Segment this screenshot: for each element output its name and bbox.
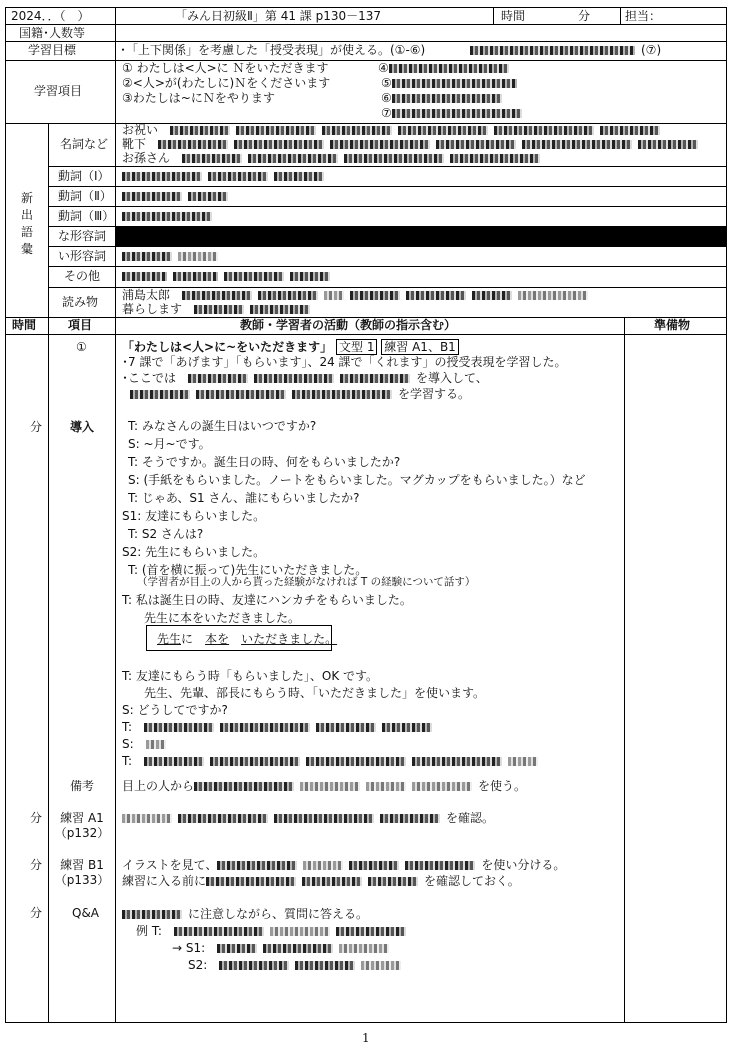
- exercise-b1-line-2: 練習に入る前に を確認しておく。: [122, 874, 520, 888]
- remarks-label: 備考: [70, 779, 95, 793]
- vocab-other: [122, 269, 336, 284]
- nationality-label: 国籍･人数等: [19, 26, 86, 40]
- exercise-a1-text: を確認。: [122, 811, 494, 826]
- item-1: ① わたしは<人>に Ｎをいただきます: [122, 61, 329, 75]
- qa-label: Q&A: [72, 906, 100, 920]
- time-label: 時間: [501, 9, 526, 23]
- col-item-header: 項目: [68, 318, 93, 332]
- vocab-label-na-adj: な形容詞: [58, 229, 107, 243]
- exercise-b1-line-1: イラストを見て、 を使い分ける。: [122, 858, 566, 872]
- vocab-label-other: その他: [64, 269, 101, 283]
- item-7: ⑦: [381, 106, 528, 121]
- items-label: 学習項目: [34, 84, 83, 98]
- vocab-verb1: [122, 169, 330, 184]
- example-sentence-box: 先生に 本を いただきました。: [146, 625, 332, 651]
- minutes-intro: 分: [30, 420, 43, 434]
- intro-label: 導入: [70, 420, 95, 434]
- date-field: 2024．．（ ）: [11, 9, 90, 23]
- pattern-box-1: 文型 1: [336, 339, 377, 355]
- dialog-1: T: みなさんの誕生日はいつですか? S: ~月~です。 T: そうですか。誕生日の時、何をもらいましたか? S: (手紙をもらいました。ノートをもらいました。マグカップをもらいました。）など T: じゃあ、S1 さん、誰にもらいましたか? S1: 友達にもらいました。 T: S2 さんは? S2: 先生にもらいました。 T: (首を横に振って)先生にいただきました。: [122, 419, 586, 577]
- step-number: ①: [76, 340, 87, 354]
- goal-text-2: (⑦): [470, 43, 661, 58]
- pattern-title-line: 「わたしは<人>に~をいただきます」 文型 1 練習 A1、B1: [122, 340, 459, 355]
- item-4: ④: [378, 61, 515, 76]
- vocab-label-nouns: 名詞など: [60, 137, 109, 151]
- vocab-verb3: [122, 209, 218, 224]
- vocab-label-reading: 読み物: [62, 295, 99, 309]
- vocab-label-verb1: 動詞（Ⅰ）: [58, 169, 110, 183]
- col-prep-header: 準備物: [654, 318, 691, 332]
- paren-note: （学習者が目上の人から貰った経験がなければ T の経験について話す）: [137, 576, 476, 588]
- item-2: ②<人>が(わたしに)Ｎをくださいます: [122, 76, 331, 90]
- note-line-3: を学習する。: [130, 387, 470, 402]
- vocab-label-i-adj: い形容詞: [58, 249, 107, 263]
- pattern-box-2: 練習 A1、B1: [381, 339, 459, 355]
- minutes-label: 分: [578, 9, 591, 23]
- dialog-3: T: 友達にもらう時「もらいました」、OK です。 先生、先輩、部長にもらう時、「いただきました」を使います。 S: どうしてですか? T: S: T:: [122, 668, 544, 770]
- note-line-2: ･ここでは を導入して、: [122, 371, 488, 385]
- goal-text: ･「上下関係」を考慮した「授受表現」が使える。(①-⑥): [120, 43, 426, 57]
- exercise-b1-label: 練習 B1 （p133）: [54, 858, 110, 887]
- minutes-b1: 分: [30, 858, 43, 872]
- item-6: ⑥: [381, 91, 508, 106]
- item-5: ⑤: [381, 76, 523, 91]
- exercise-a1-label: 練習 A1 （p132）: [54, 811, 110, 840]
- note-line-1: ･7 課で「あげます」「もらいます」、24 課で「くれます」の授受表現を学習した。: [122, 355, 567, 369]
- item-3: ③わたしは~にＮをやります: [122, 91, 275, 105]
- remarks-text: 目上の人から を使う。: [122, 779, 527, 793]
- minutes-qa: 分: [30, 906, 43, 920]
- goal-label: 学習目標: [28, 43, 77, 57]
- vocab-reading: 浦島太郎 暮らします: [122, 288, 594, 316]
- col-activity-header: 教師・学習者の活動（教師の指示含む）: [240, 318, 457, 332]
- vocab-side-label: 新 出 語 彙: [20, 191, 33, 256]
- col-time-header: 時間: [12, 318, 37, 332]
- vocab-i-adj: [122, 249, 224, 264]
- teacher-label: 担当：: [625, 9, 662, 23]
- vocab-label-verb2: 動詞（Ⅱ）: [58, 189, 112, 203]
- vocab-nouns: お祝い 靴下 お孫さん: [122, 123, 704, 165]
- page-number: 1: [362, 1031, 370, 1045]
- qa-text: に注意しながら、質問に答える。 例 T: → S1: S2:: [122, 906, 412, 974]
- vocab-verb2: [122, 189, 234, 204]
- dialog-2: T: 私は誕生日の時、友達にハンカチをもらいました。 先生に本をいただきました。: [122, 593, 412, 625]
- lesson-title: 「みん日初級Ⅱ」第 41 課 p130－137: [175, 9, 382, 23]
- vocab-label-verb3: 動詞（Ⅲ）: [58, 209, 115, 223]
- redacted-na-adjective-cell: [116, 227, 726, 246]
- minutes-a1: 分: [30, 811, 43, 825]
